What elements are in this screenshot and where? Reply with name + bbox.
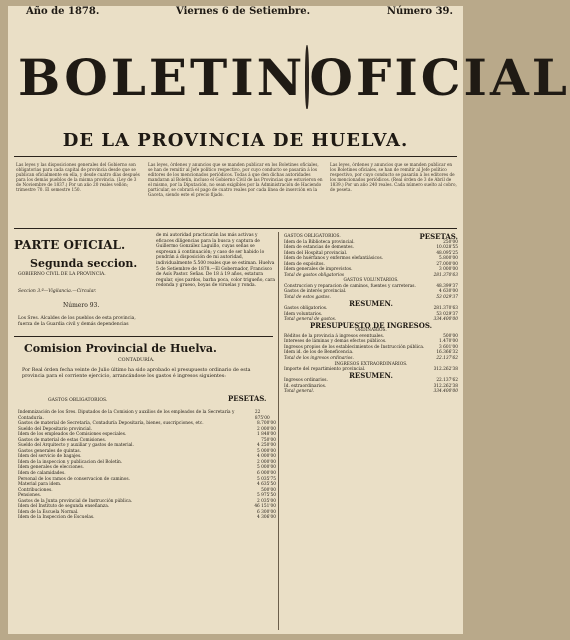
row-label: Sueldo del Depositario provincial. <box>18 426 92 432</box>
table-row <box>18 410 276 421</box>
row-label: Idem del Instituto de segunda enseñanza. <box>18 504 110 510</box>
row-amount: 5.800'00 <box>439 256 458 262</box>
row-label: Gastos generales de quintas. <box>18 448 81 454</box>
row-amount: 6 000'00 <box>257 471 276 477</box>
row-amount: 500'00 <box>261 487 276 493</box>
row-label: Total general de gastos. <box>284 317 337 323</box>
masthead-title <box>18 46 570 108</box>
row-label: Idem generales de imprevistos. <box>284 267 353 273</box>
row-amount: 2 000'00 <box>257 459 276 465</box>
row-label: Importe del repartimiento provincial. <box>284 367 366 373</box>
row-label: Gastos de material de estas Comisiones. <box>18 437 107 443</box>
row-amount: 22 875'00 <box>254 410 270 421</box>
caption: GASTOS OBLIGATORIOS. <box>284 234 341 239</box>
year-label: Año de 1878. <box>26 6 100 17</box>
row-label: Total de los ingresos ordinarios. <box>284 356 354 362</box>
row-amount: 53 029'37 <box>436 311 458 317</box>
row-amount: 4 250'00 <box>257 443 276 449</box>
row-amount: 4 635'50 <box>257 482 276 488</box>
row-label: Réditos de la provincia á ingresos eventuales. <box>284 333 385 339</box>
row-label: Idem de los empleados de Comisiones especiales. <box>18 432 127 438</box>
row-amount: 8.700'00 <box>257 421 276 427</box>
row-label: Indemnización de los Sres. Diputados de la Comision y auxilios de los empleados de la Secretaría y Contaduría. <box>18 410 235 421</box>
gastos-caption: GASTOS OBLIGATORIOS. <box>48 398 108 403</box>
row-amount: 250'00 <box>443 239 458 245</box>
row-amount: 46 151'00 <box>254 504 276 510</box>
expense-table-left <box>18 410 276 521</box>
row-label: Idem de la Inspeccion de Escuelas. <box>18 515 95 521</box>
row-label: Material para idem. <box>18 482 62 488</box>
numero-label: Número 93. <box>63 302 100 309</box>
row-amount: 1.470'00 <box>439 339 458 345</box>
subsection-title: Segunda seccion. <box>30 257 138 270</box>
row-label: Sueldo del Arquitecto y auxiliar y gastos de material. <box>18 443 134 449</box>
row-label: Ingresos propios de los establecimientos de Instrucción pública. <box>284 344 425 350</box>
masthead-line <box>26 6 453 20</box>
gobierno-label: GOBIERNO CIVIL DE LA PROVINCIA. <box>18 272 106 277</box>
row-label: Pensiones. <box>18 493 42 499</box>
budget-table-right <box>284 234 458 395</box>
row-label: Contribuciones. <box>18 487 53 493</box>
intro-paragraph: Por Real órden fecha veinte de Julio último ha sido aprobado el presupuesto ordinario de esta provincia para el corriente ejercicio, arrancándose los gastos é ingresos siguientes: <box>22 368 251 379</box>
row-amount: 48.399'37 <box>436 283 458 289</box>
caption: ORDINARIOS. <box>355 328 387 334</box>
caption: RESUMEN. <box>349 370 393 380</box>
row-label: Idem de estancias de dementes. <box>284 245 354 251</box>
column-divider <box>278 232 279 630</box>
contaduria-label: CONTADURÍA. <box>118 358 155 363</box>
circular-continued: de mi autoridad practicarán las más activas y eficaces diligencias para la busca y captura de Guillermo González Laguillo, cuyas señas se expresan á continuación; y caso de ser habido lo pondrán á disposición de mi autoridad, individualmente 5.500 reales que se estiman. Huelva 5 de Setiembre de 1878.—El Gobernador, Francisco de Asís Pastor. Señas. De 18 á 19 años, estatura regular, ojos pardos, barba poca, color trigueño, cara redonda y grueso, boyas de viruelas y ronda. <box>156 233 275 289</box>
caption: PRESUPUESTO DE INGRESOS. <box>309 320 433 330</box>
row-amount: 3 000'00 <box>439 267 458 273</box>
row-label: Total de gastos obligatorios <box>284 272 345 278</box>
table-row <box>18 515 276 521</box>
row-label: Gastos de la Junta provincial de Instrucción pública. <box>18 498 133 504</box>
notice-col-1: Las leyes y las disposiciones generales del Gobierno son obligatorias para cada capital de provincia desde que se publican oficialmente en ella, y desde cuatro días después para los demás pueblos de la misma provincia. (Ley de 3 de Noviembre de 1837.) Por un año 20 reales vellón; trimestre 70. El semestre 150. <box>16 162 140 192</box>
row-label: Idem de la Escuela Normal. <box>18 509 79 515</box>
row-amount: 1 848'00 <box>257 432 276 438</box>
row-label: Intereses de láminas y demás efectos públicos. <box>284 339 387 345</box>
row-amount: 6 300'00 <box>257 509 276 515</box>
row-amount: 3 601'00 <box>439 344 458 350</box>
seccion-label: Seccion 3.ª—Vigilancia.—Circular. <box>18 289 97 294</box>
row-label: Idem generales de elecciones. <box>18 465 84 471</box>
row-amount: 4 000'00 <box>257 454 276 460</box>
row-amount: 2 000'00 <box>257 426 276 432</box>
row-label: Idem id. de los de Beneficencia. <box>284 350 354 356</box>
date-label: Viernes 6 de Setiembre. <box>176 6 311 17</box>
row-label: Total general. <box>284 389 315 395</box>
row-amount: 22.137'62 <box>436 356 458 362</box>
row-label: Gastos de interés provincial. <box>284 289 347 295</box>
issue-number: Número 39. <box>386 6 453 17</box>
row-label: Idem del Hospital provincial. <box>284 250 348 256</box>
row-amount: 48.095'25 <box>436 250 458 256</box>
caption: RESUMEN. <box>349 298 393 308</box>
title-word-2: OFICIAL <box>309 47 570 107</box>
row-amount: 22.137'62 <box>436 378 458 384</box>
notice-col-3: Las leyes, órdenes y anuncios que se manden publicar en los Boletines oficiales, se han de remitir al Jefe político respectivo, por cuyo conducto se pasarán á los editores de los mencionados periódicos. (Real órden de 3 de Abril de 1839.) Por un año 240 reales. Cada número suelto al cobro, de peseta. <box>330 162 457 192</box>
row-amount: 4 630'00 <box>439 289 458 295</box>
row-amount: 5 975'50 <box>257 493 276 499</box>
table-row <box>284 389 458 395</box>
row-label: Idem de huérfanos y enfermos elefantiásicos. <box>284 256 384 262</box>
row-label: Gastos obligatorios. <box>284 306 328 312</box>
circular-text: Los Sres. Alcaldes de los pueblos de esta provincia, fuerza de la Guardia civil y demás dependencias <box>18 316 136 327</box>
row-amount: 5 000'00 <box>257 448 276 454</box>
divider <box>14 156 457 157</box>
row-amount: 27.000'00 <box>436 261 458 267</box>
row-amount: 5 000'00 <box>257 465 276 471</box>
row-amount: 334.400'00 <box>433 389 458 395</box>
row-amount: 16.366'32 <box>436 350 458 356</box>
section-title: PARTE OFICIAL. <box>14 238 126 252</box>
pesetas-header: PESETAS. <box>228 394 267 403</box>
row-amount: 53 029'37 <box>436 295 458 301</box>
row-amount: 500'00 <box>443 333 458 339</box>
newspaper-page <box>8 6 570 634</box>
row-amount: 750'00 <box>261 437 276 443</box>
pesetas-header: PESETAS. <box>419 232 458 241</box>
row-amount: 312.262'38 <box>433 383 458 389</box>
notice-col-2: Las leyes, órdenes y anuncios que se manden publicar en los Boletines oficiales, se han de remitir al Jefe político respectivo, por cuyo conducto se pasarán á los editores de los mencionados periódicos. Todas á que den dichas autoridades mandaran al Boletín, incluso el Gobierno Civil de las Provincias que estuvieron en el mismo, por la Diputación, no sean exigibles por la Administración de Haciendo particular, se cobrará el pago de cuatro reales por cada línea de inserción en la Gaceta, siendo este el precio fijado. <box>148 162 323 197</box>
row-label: Idem de calamidades. <box>18 471 66 477</box>
row-label: Idem de expósitos. <box>284 261 325 267</box>
row-label: Ingresos ordinarios. <box>284 378 328 384</box>
row-label: Idem de la inspeccion y publicacion del Boletín. <box>18 459 123 465</box>
divider <box>14 336 273 337</box>
row-amount: 334.400'00 <box>433 317 458 323</box>
row-amount: 312.262'38 <box>433 367 458 373</box>
title-word-1: BOLETIN <box>18 47 306 107</box>
comision-title: Comision Provincial de Huelva. <box>24 342 217 355</box>
row-label: Personal de los ramos de conservacion de caminos. <box>18 476 130 482</box>
row-label: Idem voluntarios. <box>284 311 323 317</box>
row-amount: 5 035'75 <box>257 476 276 482</box>
row-amount: 281.370'63 <box>433 306 458 312</box>
row-amount: 2 035'00 <box>257 498 276 504</box>
row-label: Idem del servicio de bagajes. <box>18 454 82 460</box>
divider <box>14 228 457 229</box>
row-amount: 10.028'55 <box>436 245 458 251</box>
row-label: Id. extraordinarios. <box>284 383 327 389</box>
row-label: Idem de la Biblioteca provincial. <box>284 239 355 245</box>
row-amount: 281.370'63 <box>433 272 458 278</box>
row-label: Gastos de material de Secretaría, Contaduría Depositaría, bienes, suscripciones, etc. <box>18 421 204 427</box>
caption: GASTOS VOLUNTARIOS. <box>343 278 399 284</box>
row-label: Total de estos gastos. <box>284 295 331 301</box>
subtitle: DE LA PROVINCIA DE HUELVA. <box>62 130 409 151</box>
caption: INGRESOS EXTRAORDINARIOS. <box>334 361 408 367</box>
row-label: Construccion y reparacion de caminos, fuentes y carreteras. <box>284 283 416 289</box>
row-amount: 4 306'00 <box>257 515 276 521</box>
